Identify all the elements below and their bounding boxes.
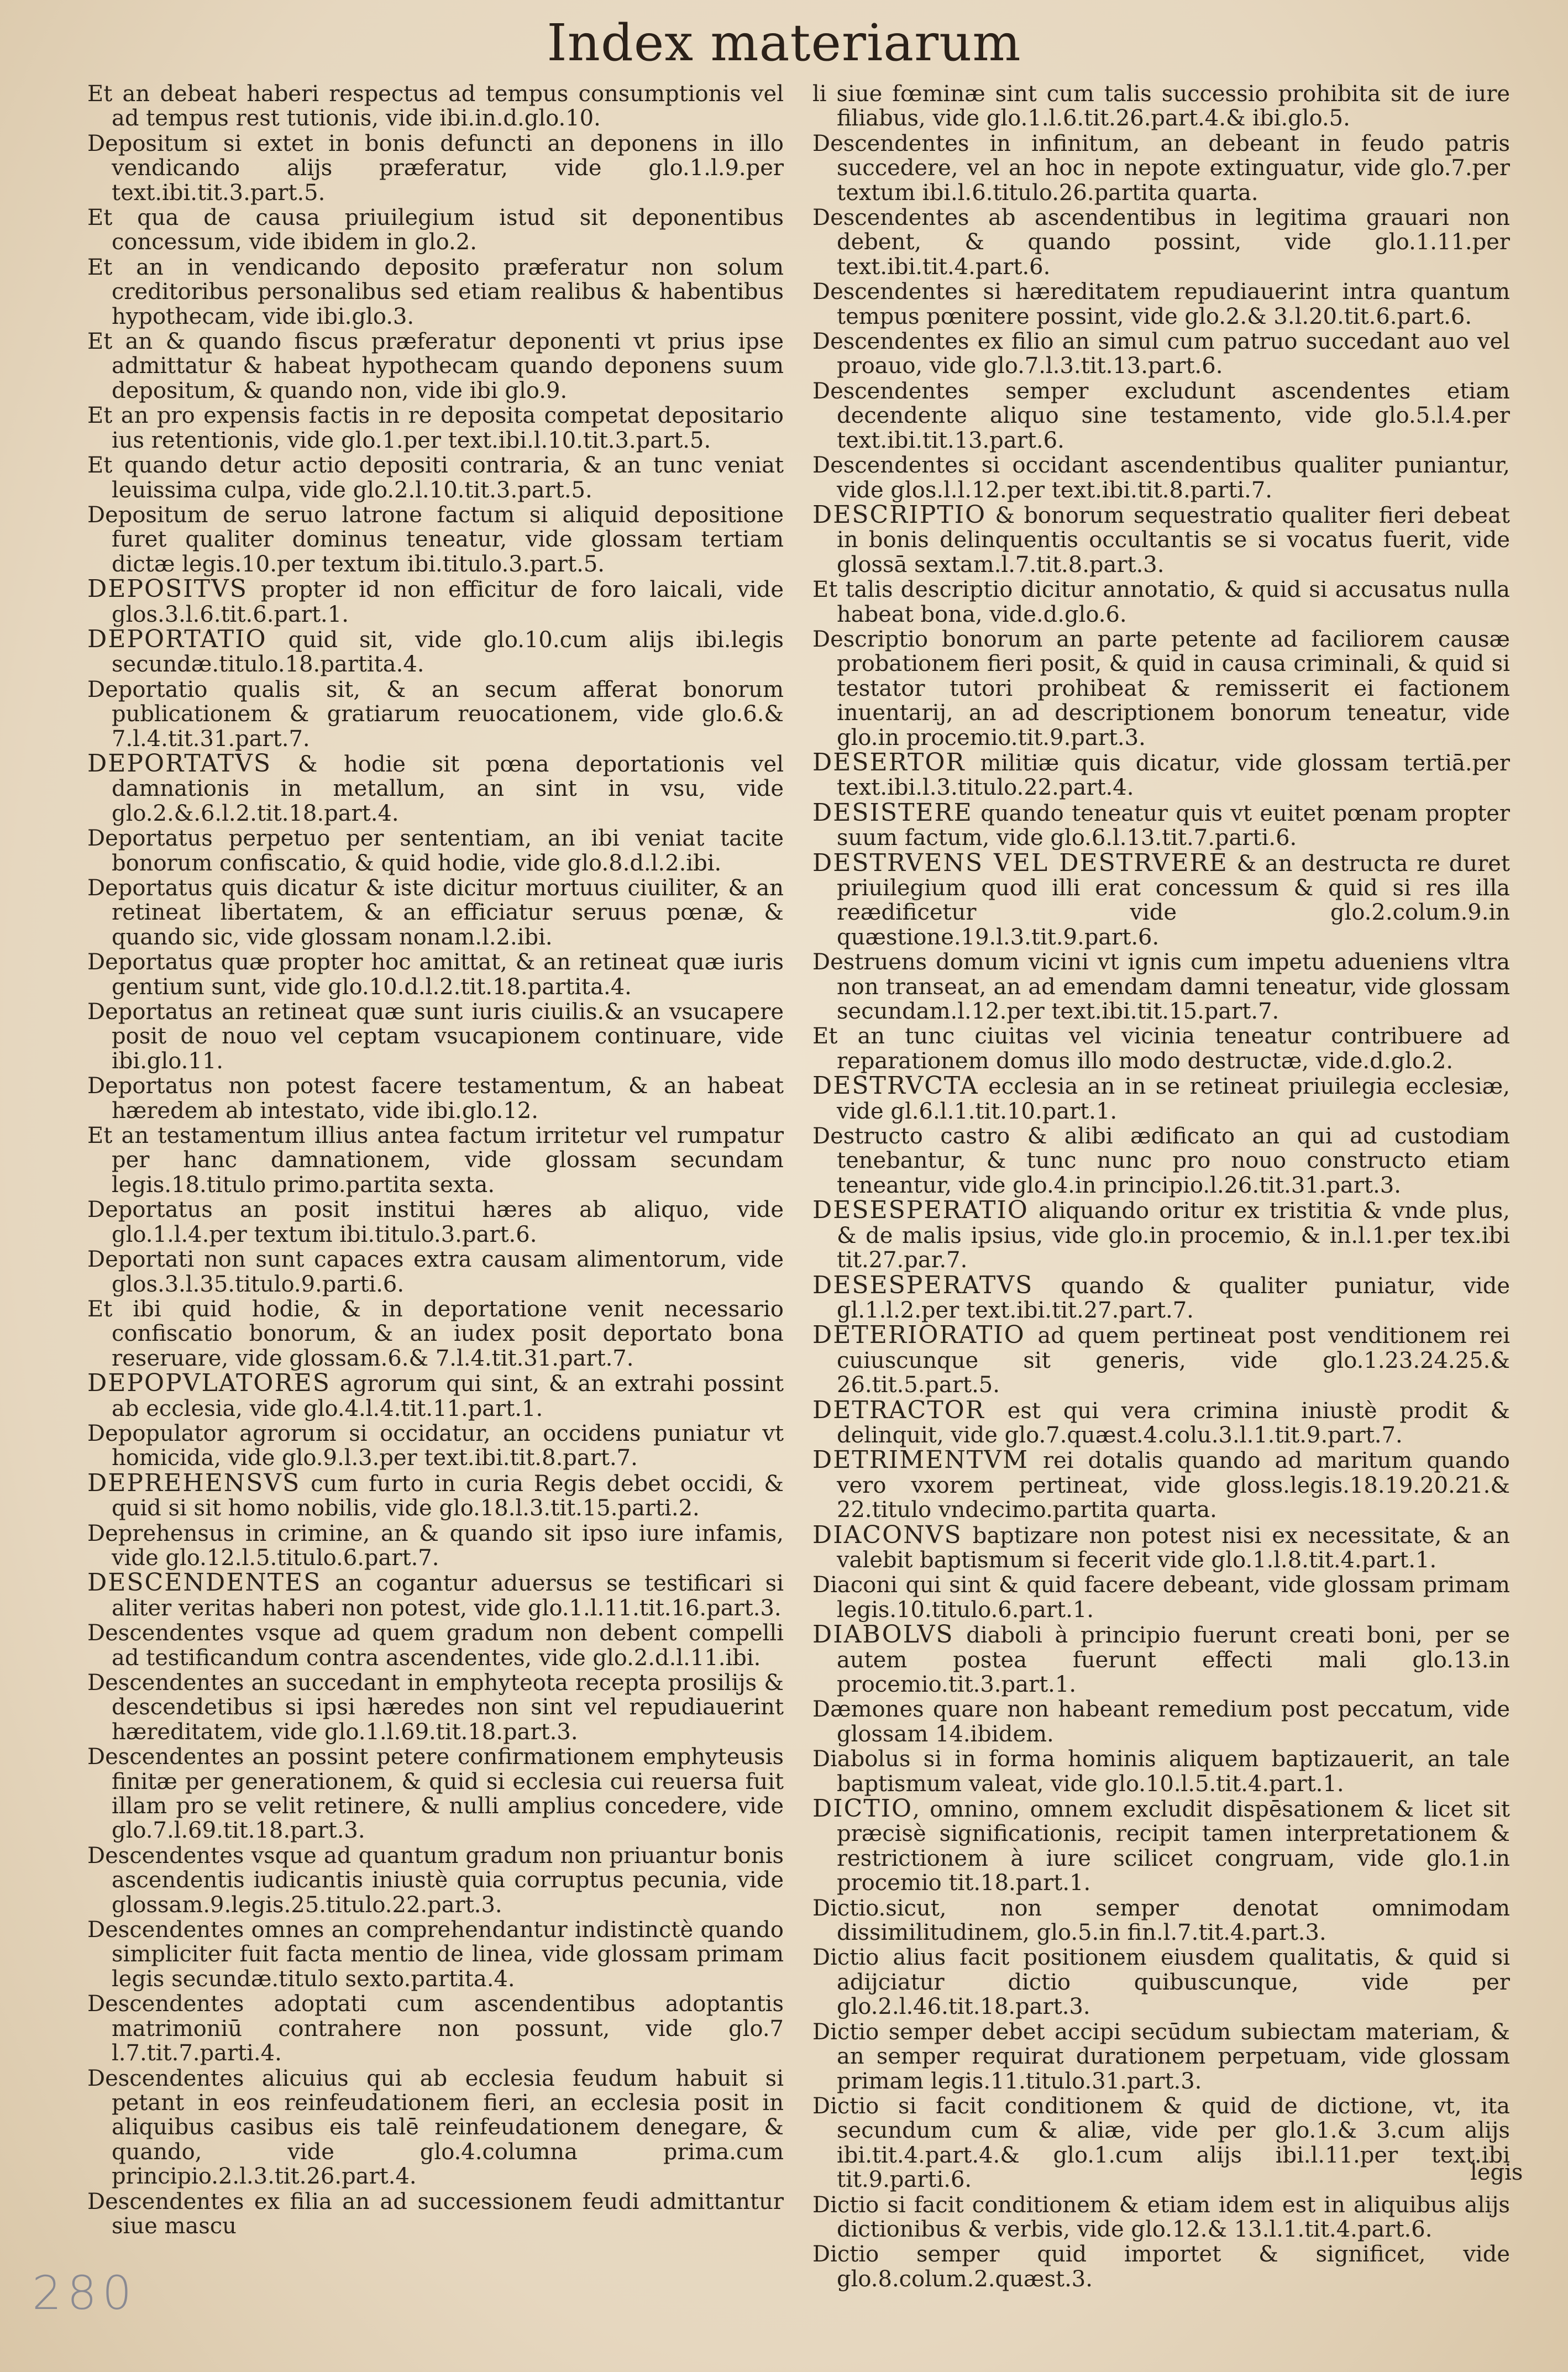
index-entry bbox=[812, 2020, 1510, 2093]
entry-keyword: DIABOLVS bbox=[812, 1620, 954, 1649]
entry-text: Descendentes adoptati cum ascendentibus adoptantis matrimoniū contrahere non possunt, vide glo.7 l.7.tit.7.parti.4. bbox=[87, 1991, 784, 2066]
entry-text: Diabolus si in forma hominis aliquem baptizauerit, an tale baptismum valeat, vide glo.10.l.5.tit.4.part.1. bbox=[812, 1746, 1510, 1797]
entry-text: Et an pro expensis factis in re deposita competat depositario ius retentionis, vide glo.1.per text.ibi.l.10.tit.3.part.5. bbox=[87, 403, 784, 453]
entry-text: Descendentes semper excludunt ascendentes etiam decendente aliquo sine testamento, vide glo.5.l.4.per text.ibi.tit.13.part.6. bbox=[812, 378, 1510, 453]
entry-keyword: DEPOPVLATORES bbox=[87, 1369, 331, 1398]
entry-text: agrorum qui sint, & an extrahi possint ab ecclesia, vide glo.4.l.4.tit.11.part.1. bbox=[112, 1371, 784, 1421]
entry-text: Depositum si extet in bonis defuncti an deponens in illo vendicando alijs præferatur, vide glo.1.l.9.per text.ibi.tit.3.part.5. bbox=[87, 130, 784, 206]
entry-keyword: DEPREHENSVS bbox=[87, 1468, 301, 1497]
index-entry bbox=[87, 826, 784, 875]
entry-keyword: DEPOSITVS bbox=[87, 575, 248, 604]
entry-text: Et an debeat haberi respectus ad tempus consumptionis vel ad tempus rest tutionis, vide ibi.in.d.glo.10. bbox=[87, 81, 784, 132]
index-entry bbox=[87, 1621, 784, 1670]
left-column bbox=[87, 82, 784, 2239]
entry-text: Descendentes ab ascendentibus in legitima grauari non debent, & quando possint, vide glo.1.11.per text.ibi.tit.4.part.6. bbox=[812, 205, 1510, 280]
entry-text: Dictio si facit conditionem & quid de dictione, vt, ita secundum cum & aliæ, vide per glo.1.& 3.cum alijs ibi.tit.4.part.4.& glo.1.cum alijs ibi.l.11.per text.ibi tit.9.parti.6. bbox=[812, 2093, 1510, 2193]
entry-text: Deportatus perpetuo per sententiam, an ibi veniat tacite bonorum confiscatio, & quid hodie, vide glo.8.d.l.2.ibi. bbox=[87, 826, 784, 876]
index-entry bbox=[87, 453, 784, 502]
entry-text: Destructo castro & alibi ædificato an qui ad custodiam tenebantur, & tunc nunc pro nouo constructo etiam teneantur, vide glo.4.in principio.l.26.tit.31.part.3. bbox=[812, 1124, 1510, 1198]
index-entry bbox=[812, 82, 1510, 131]
index-entry bbox=[87, 950, 784, 999]
index-entry bbox=[812, 329, 1510, 379]
index-entry bbox=[812, 500, 1510, 578]
entry-text: Dictio si facit conditionem & etiam idem est in aliquibus alijs dictionibus & verbis, vide glo.12.& 13.l.1.tit.4.part.6. bbox=[812, 2192, 1510, 2242]
entry-text: Et an in vendicando deposito præferatur non solum creditoribus personalibus sed etiam realibus & habentibus hypothecam, vide ibi.glo.3. bbox=[87, 254, 784, 329]
entry-text: quando & qualiter puniatur, vide gl.1.l.2.per text.ibi.tit.27.part.7. bbox=[837, 1273, 1510, 1323]
entry-text: Descendentes ex filia an ad successionem feudi admittantur siue mascu bbox=[87, 2189, 784, 2239]
index-entry bbox=[87, 2190, 784, 2239]
entry-text: Et ibi quid hodie, & in deportatione venit necessario confiscatio bonorum, & an iudex posit deportato bona reseruare, vide glossam.6.& 7.l.4.tit.31.part.7. bbox=[87, 1296, 784, 1371]
index-entry bbox=[812, 578, 1510, 627]
index-entry bbox=[87, 329, 784, 403]
entry-text: Dictio semper quid importet & significet, vide glo.8.colum.2.quæst.3. bbox=[812, 2242, 1510, 2292]
index-entry bbox=[87, 503, 784, 576]
index-entry bbox=[87, 1000, 784, 1073]
index-entry bbox=[812, 1945, 1510, 2019]
index-entry bbox=[812, 627, 1510, 750]
entry-text: Descendentes omnes an comprehendantur indistinctè quando simpliciter fuit facta mentio de linea, vide glossam primam legis secundæ.titulo sexto.partita.4. bbox=[87, 1917, 784, 1992]
index-entry bbox=[87, 1198, 784, 1247]
entry-text: Depositum de seruo latrone factum si aliquid depositione furet qualiter dominus teneatur, vide glossam tertiam dictæ legis.10.per textum ibi.titulo.3.part.5. bbox=[87, 502, 784, 577]
entry-text: Deportatus an retineat quæ sunt iuris ciuilis.& an vsucapere posit de nouo vel ceptam vsucapionem continuare, vide ibi.glo.11. bbox=[87, 999, 784, 1074]
entry-text: rei dotalis quando ad maritum quando vero vxorem pertineat, vide gloss.legis.18.19.20.21.& 22.titulo vndecimo.partita quarta. bbox=[837, 1448, 1510, 1523]
index-entry bbox=[812, 1620, 1510, 1697]
entry-text: & hodie sit pœna deportationis vel damnationis in metallum, an sint in vsu, vide glo.2.&.6.l.2.tit.18.part.4. bbox=[112, 751, 784, 826]
entry-text: Destruens domum vicini vt ignis cum impetu adueniens vltra non transeat, an ad emendam damni teneatur, vide glossam secundam.l.12.per text.ibi.tit.15.part.7. bbox=[812, 949, 1510, 1025]
index-entry bbox=[87, 1992, 784, 2065]
entry-text: Deportatio qualis sit, & an secum afferat bonorum publicationem & gratiarum reuocationem, vide glo.6.& 7.l.4.tit.31.part.7. bbox=[87, 676, 784, 752]
entry-keyword: DEPORTATIO bbox=[87, 625, 267, 653]
entry-text: Descendentes an possint petere confirmationem emphyteusis finitæ per generationem, & quid si ecclesia cui reuersa fuit illam pro se velit retinere, & nulli amplius concedere, vide glo.7.l.69.tit.18.part.3. bbox=[87, 1744, 784, 1844]
entry-keyword: DESCRIPTIO bbox=[812, 500, 987, 529]
index-entry bbox=[812, 1520, 1510, 1573]
index-entry bbox=[812, 1024, 1510, 1073]
entry-keyword: DESTRVCTA bbox=[812, 1072, 979, 1100]
entry-text: Deportatus non potest facere testamentum, & an habeat hæredem ab intestato, vide ibi.glo.12. bbox=[87, 1073, 784, 1124]
index-entry bbox=[87, 206, 784, 255]
entry-keyword: DEPORTATVS bbox=[87, 749, 272, 778]
entry-text: ad quem pertineat post venditionem rei cuiuscunque sit generis, vide glo.1.23.24.25.& 26.tit.5.part.5. bbox=[837, 1323, 1510, 1398]
index-entry bbox=[812, 1697, 1510, 1746]
entry-text: quando teneatur quis vt euitet pœnam propter suum factum, vide glo.6.l.13.tit.7.parti.6. bbox=[837, 800, 1510, 851]
index-entry bbox=[812, 1124, 1510, 1198]
entry-keyword: DESTRVENS VEL DESTRVERE bbox=[812, 848, 1228, 877]
index-entry bbox=[87, 577, 784, 627]
entry-keyword: DESESPERATIO bbox=[812, 1196, 1029, 1225]
index-entry bbox=[87, 1297, 784, 1371]
index-entry bbox=[87, 1568, 784, 1621]
entry-text: Dictio alius facit positionem eiusdem qualitatis, & quid si adijciatur dictio quibuscunque, vide per glo.2.l.46.tit.18.part.3. bbox=[812, 1945, 1510, 2020]
index-entry bbox=[87, 678, 784, 751]
index-entry bbox=[87, 1918, 784, 1991]
index-entry bbox=[812, 1074, 1510, 1124]
entry-text: Dictio.sicut, non semper denotat omnimodam dissimilitudinem, glo.5.in fin.l.7.tit.4.part.3. bbox=[812, 1895, 1510, 1946]
entry-text: Diaconi qui sint & quid facere debeant, vide glossam primam legis.10.titulo.6.part.1. bbox=[812, 1572, 1510, 1623]
index-entry bbox=[812, 1448, 1510, 1522]
entry-text: Et talis descriptio dicitur annotatio, & quid si accusatus nulla habeat bona, vide.d.glo.6. bbox=[812, 577, 1510, 627]
entry-text: Descriptio bonorum an parte petente ad faciliorem causæ probationem fieri posit, & quid in causa criminali, & quid si testator tutori prohibeat & remisserit ei factionem inuentarij, an ad descriptionem bonorum teneatur, vide glo.in procemio.tit.9.part.3. bbox=[812, 626, 1510, 751]
entry-text: Deportatus quis dicatur & iste dicitur mortuus ciuiliter, & an retineat libertatem, & an efficiatur seruus pœnæ, & quando sic, vide glossam nonam.l.2.ibi. bbox=[87, 875, 784, 950]
index-entry bbox=[87, 749, 784, 826]
entry-text: Deportatus quæ propter hoc amittat, & an retineat quæ iuris gentium sunt, vide glo.10.d.l.2.tit.18.partita.4. bbox=[87, 949, 784, 1000]
index-entry bbox=[87, 2066, 784, 2189]
index-entry bbox=[812, 453, 1510, 502]
index-entry bbox=[812, 2193, 1510, 2242]
entry-text: Et an tunc ciuitas vel vicinia teneatur contribuere ad reparationem domus illo modo destructæ, vide.d.glo.2. bbox=[812, 1024, 1510, 1074]
entry-text: Dictio semper debet accipi secūdum subiectam materiam, & an semper requirat durationem perpetuam, vide glossam primam legis.11.titulo.31.part.3. bbox=[812, 2019, 1510, 2094]
index-entry bbox=[812, 132, 1510, 205]
index-entry bbox=[87, 1671, 784, 1744]
index-entry bbox=[812, 280, 1510, 329]
catchword: legis bbox=[1470, 2160, 1523, 2185]
index-entry bbox=[812, 2242, 1510, 2291]
entry-text: Descendentes an succedant in emphyteota recepta prosilijs & descendetibus si ipsi hæredes non sint vel repudiauerint hæreditatem, vide glo.1.l.69.tit.18.part.3. bbox=[87, 1670, 784, 1745]
entry-text: Deportatus an posit institui hæres ab aliquo, vide glo.1.l.4.per textum ibi.titulo.3.part.6. bbox=[87, 1197, 784, 1247]
index-entry bbox=[87, 1421, 784, 1471]
index-entry bbox=[812, 798, 1510, 851]
entry-keyword: DETRIMENTVM bbox=[812, 1446, 1029, 1474]
index-entry bbox=[812, 379, 1510, 453]
right-column bbox=[812, 82, 1510, 2292]
entry-text: propter id non efficitur de foro laicali, vide glos.3.l.6.tit.6.part.1. bbox=[112, 577, 784, 627]
entry-keyword: DESISTERE bbox=[812, 798, 973, 827]
index-entry bbox=[87, 1745, 784, 1843]
index-entry bbox=[87, 403, 784, 453]
entry-text: Descendentes vsque ad quantum gradum non priuantur bonis ascendentis iudicantis iniustè quia corruptus pecunia, vide glossam.9.legis.25.titulo.22.part.3. bbox=[87, 1843, 784, 1918]
index-entry bbox=[812, 1573, 1510, 1622]
index-entry bbox=[87, 1844, 784, 1917]
index-entry bbox=[87, 876, 784, 949]
entry-keyword: DICTIO bbox=[812, 1794, 913, 1823]
entry-text: li siue fœminæ sint cum talis successio prohibita sit de iure filiabus, vide glo.1.l.6.tit.26.part.4.& ibi.glo.5. bbox=[812, 81, 1510, 132]
entry-text: baptizare non potest nisi ex necessitate, & an valebit baptismum si fecerit vide glo.1.l.8.tit.4.part.1. bbox=[837, 1523, 1510, 1573]
entry-text: & bonorum sequestratio qualiter fieri debeat in bonis delinquentis occultantis se si vocatus fuerit, vide glossā sextam.l.7.tit.8.part.3. bbox=[837, 502, 1510, 578]
entry-text: & an destructa re duret priuilegium quod illi erat concessum & quid si res illa reædificetur vide glo.2.colum.9.in quæstione.19.l.3.tit.9.part.6. bbox=[837, 851, 1510, 950]
index-entry bbox=[87, 1521, 784, 1571]
index-entry bbox=[87, 627, 784, 677]
index-entry bbox=[87, 1074, 784, 1123]
index-entry bbox=[812, 950, 1510, 1024]
entry-text: Deprehensus in crimine, an & quando sit ipso iure infamis, vide glo.12.l.5.titulo.6.part.7. bbox=[87, 1520, 784, 1571]
index-entry bbox=[812, 1794, 1510, 1896]
margin-pencil-note: 280 bbox=[32, 2266, 138, 2320]
index-entry bbox=[87, 1468, 784, 1521]
entry-text: Depopulator agrorum si occidatur, an occidens puniatur vt homicida, vide glo.9.l.3.per text.ibi.tit.8.part.7. bbox=[87, 1420, 784, 1471]
entry-text: Et an testamentum illius antea factum irritetur vel rumpatur per hanc damnationem, vide glossam secundam legis.18.titulo primo.partita sexta. bbox=[87, 1123, 784, 1198]
index-entry bbox=[87, 82, 784, 131]
index-entry bbox=[87, 1247, 784, 1297]
entry-keyword: DETRACTOR bbox=[812, 1395, 985, 1424]
entry-text: cum furto in curia Regis debet occidi, & quid si sit homo nobilis, vide glo.18.l.3.tit.15.parti.2. bbox=[112, 1471, 784, 1521]
index-entry bbox=[812, 1273, 1510, 1323]
index-entry bbox=[812, 2094, 1510, 2192]
entry-text: Et qua de causa priuilegium istud sit deponentibus concessum, vide ibidem in glo.2. bbox=[87, 205, 784, 255]
entry-keyword: DETERIORATIO bbox=[812, 1321, 1025, 1350]
entry-text: Et an & quando fiscus præferatur deponenti vt prius ipse admittatur & habeat hypothecam quando deponens suum depositum, & quando non, vide ibi glo.9. bbox=[87, 329, 784, 403]
index-entry bbox=[812, 1323, 1510, 1397]
entry-keyword: DESCENDENTES bbox=[87, 1568, 322, 1597]
entry-keyword: DESESPERATVS bbox=[812, 1271, 1034, 1299]
entry-text: Dæmones quare non habeant remedium post peccatum, vide glossam 14.ibidem. bbox=[812, 1697, 1510, 1747]
entry-text: Et quando detur actio depositi contraria, & an tunc veniat leuissima culpa, vide glo.2.l.10.tit.3.part.5. bbox=[87, 453, 784, 503]
entry-text: an cogantur aduersus se testificari si aliter veritas haberi non potest, vide glo.1.l.11.tit.16.part.3. bbox=[112, 1571, 784, 1621]
page-header: Index materiarum bbox=[547, 13, 1021, 72]
index-entry bbox=[812, 1896, 1510, 1945]
index-entry bbox=[812, 848, 1510, 950]
entry-text: Descendentes alicuius qui ab ecclesia feudum habuit si petant in eos reinfeudationem fieri, an ecclesia posit in aliquibus casibus eis talē reinfeudationem denegare, & quando, vide glo.4.columna prima.cum principio.2.l.3.tit.26.part.4. bbox=[87, 2065, 784, 2190]
entry-text: diaboli à principio fuerunt creati boni, per se autem postea fuerunt effecti mali glo.13.in procemio.tit.3.part.1. bbox=[837, 1623, 1510, 1697]
index-entry bbox=[87, 1371, 784, 1421]
entry-text: ecclesia an in se retineat priuilegia ecclesiæ, vide gl.6.l.1.tit.10.part.1. bbox=[837, 1074, 1510, 1124]
index-entry bbox=[812, 206, 1510, 279]
entry-text: , omnino, omnem excludit dispēsationem & licet sit præcisè significationis, recipit tamen interpretationem & restrictionem à iure scilicet congruam, vide glo.1.in procemio tit.18.part.1. bbox=[837, 1797, 1510, 1896]
index-entry bbox=[87, 1124, 784, 1197]
entry-text: est qui vera crimina iniustè prodit & delinquit, vide glo.7.quæst.4.colu.3.l.1.tit.9.part.7. bbox=[837, 1398, 1510, 1448]
index-entry bbox=[87, 255, 784, 329]
entry-text: quid sit, vide glo.10.cum alijs ibi.legis secundæ.titulo.18.partita.4. bbox=[112, 627, 784, 678]
entry-text: Deportati non sunt capaces extra causam alimentorum, vide glos.3.l.35.titulo.9.parti.6. bbox=[87, 1247, 784, 1297]
entry-keyword: DESERTOR bbox=[812, 748, 966, 776]
index-entry bbox=[812, 748, 1510, 801]
entry-text: Descendentes si occidant ascendentibus qualiter puniantur, vide glos.l.l.12.per text.ibi.tit.8.parti.7. bbox=[812, 453, 1510, 503]
entry-text: aliquando oritur ex tristitia & vnde plus, & de malis ipsius, vide glo.in procemio, & in.l.1.per tex.ibi tit.27.par.7. bbox=[837, 1198, 1510, 1273]
index-entry bbox=[812, 1198, 1510, 1272]
index-entry bbox=[87, 132, 784, 205]
entry-keyword: DIACONVS bbox=[812, 1520, 962, 1549]
entry-text: militiæ quis dicatur, vide glossam tertiā.per text.ibi.l.3.titulo.22.part.4. bbox=[837, 750, 1510, 801]
index-entry bbox=[812, 1747, 1510, 1796]
index-entry bbox=[812, 1395, 1510, 1448]
entry-text: Descendentes vsque ad quem gradum non debent compelli ad testificandum contra ascendentes, vide glo.2.d.l.11.ibi. bbox=[87, 1620, 784, 1671]
entry-text: Descendentes ex filio an simul cum patruo succedant auo vel proauo, vide glo.7.l.3.tit.13.part.6. bbox=[812, 329, 1510, 379]
entry-text: Descendentes si hæreditatem repudiauerint intra quantum tempus pœnitere possint, vide glo.2.& 3.l.20.tit.6.part.6. bbox=[812, 279, 1510, 329]
entry-text: Descendentes in infinitum, an debeant in feudo patris succedere, vel an hoc in nepote extinguatur, vide glo.7.per textum ibi.l.6.titulo.26.partita quarta. bbox=[812, 130, 1510, 206]
